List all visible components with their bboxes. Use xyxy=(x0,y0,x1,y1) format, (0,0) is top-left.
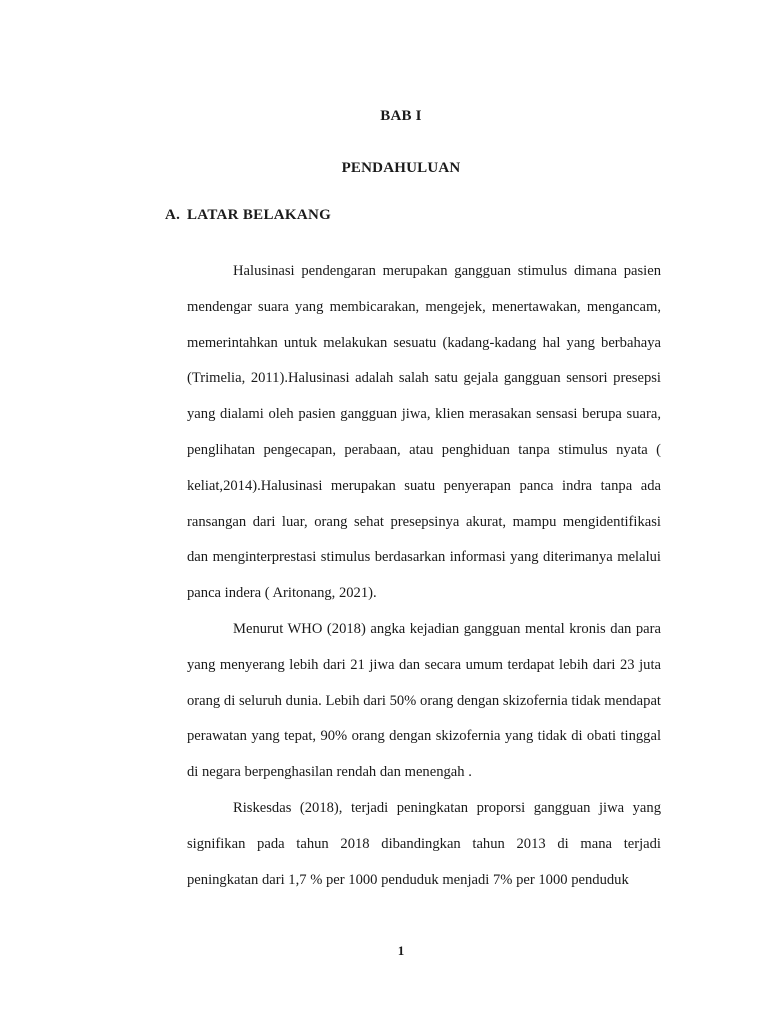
paragraph-3: Riskesdas (2018), terjadi peningkatan proporsi gangguan jiwa yang signifikan pada tahun 2018 dibandingkan tahun 2013 di mana terjadi peningkatan dari 1,7 % per 1000 penduduk menjadi 7% per 1000 penduduk xyxy=(187,799,661,888)
paragraph-1: Halusinasi pendengaran merupakan gangguan stimulus dimana pasien mendengar suara yang membicarakan, mengejek, menertawakan, mengancam, memerintahkan untuk melakukan sesuatu (kadang-kadang hal yang berbahaya (Trimelia, 2011).Halusinasi adalah salah satu gejala gangguan sensori presepsi yang dialami oleh pasien gangguan jiwa, klien merasakan sensasi berupa suara, penglihatan pengecapan, perabaan, atau penghiduan tanpa stimulus nyata ( keliat,2014).Halusinasi merupakan suatu penyerapan panca indra tanpa ada ransangan dari luar, orang sehat presepsinya akurat, mampu mengidentifikasi dan menginterprestasi stimulus berdasarkan informasi yang diterimanya melalui panca indera ( Aritonang, 2021). xyxy=(187,263,661,602)
body-text xyxy=(187,254,661,898)
chapter-label: BAB I xyxy=(380,108,422,124)
chapter-title: PENDAHULUAN xyxy=(341,160,461,176)
section-title: LATAR BELAKANG xyxy=(187,207,332,223)
page-number: 1 xyxy=(397,943,405,958)
paragraph-2: Menurut WHO (2018) angka kejadian gangguan mental kronis dan para yang menyerang lebih dari 21 jiwa dan secara umum terdapat lebih dari 23 juta orang di seluruh dunia. Lebih dari 50% orang dengan skizofernia tidak mendapat perawatan yang tepat, 90% orang dengan skizofernia yang tidak di obati tinggal di negara berpenghasilan rendah dan menengah . xyxy=(187,620,661,781)
section-heading xyxy=(165,207,331,224)
section-letter: A. xyxy=(165,207,181,223)
